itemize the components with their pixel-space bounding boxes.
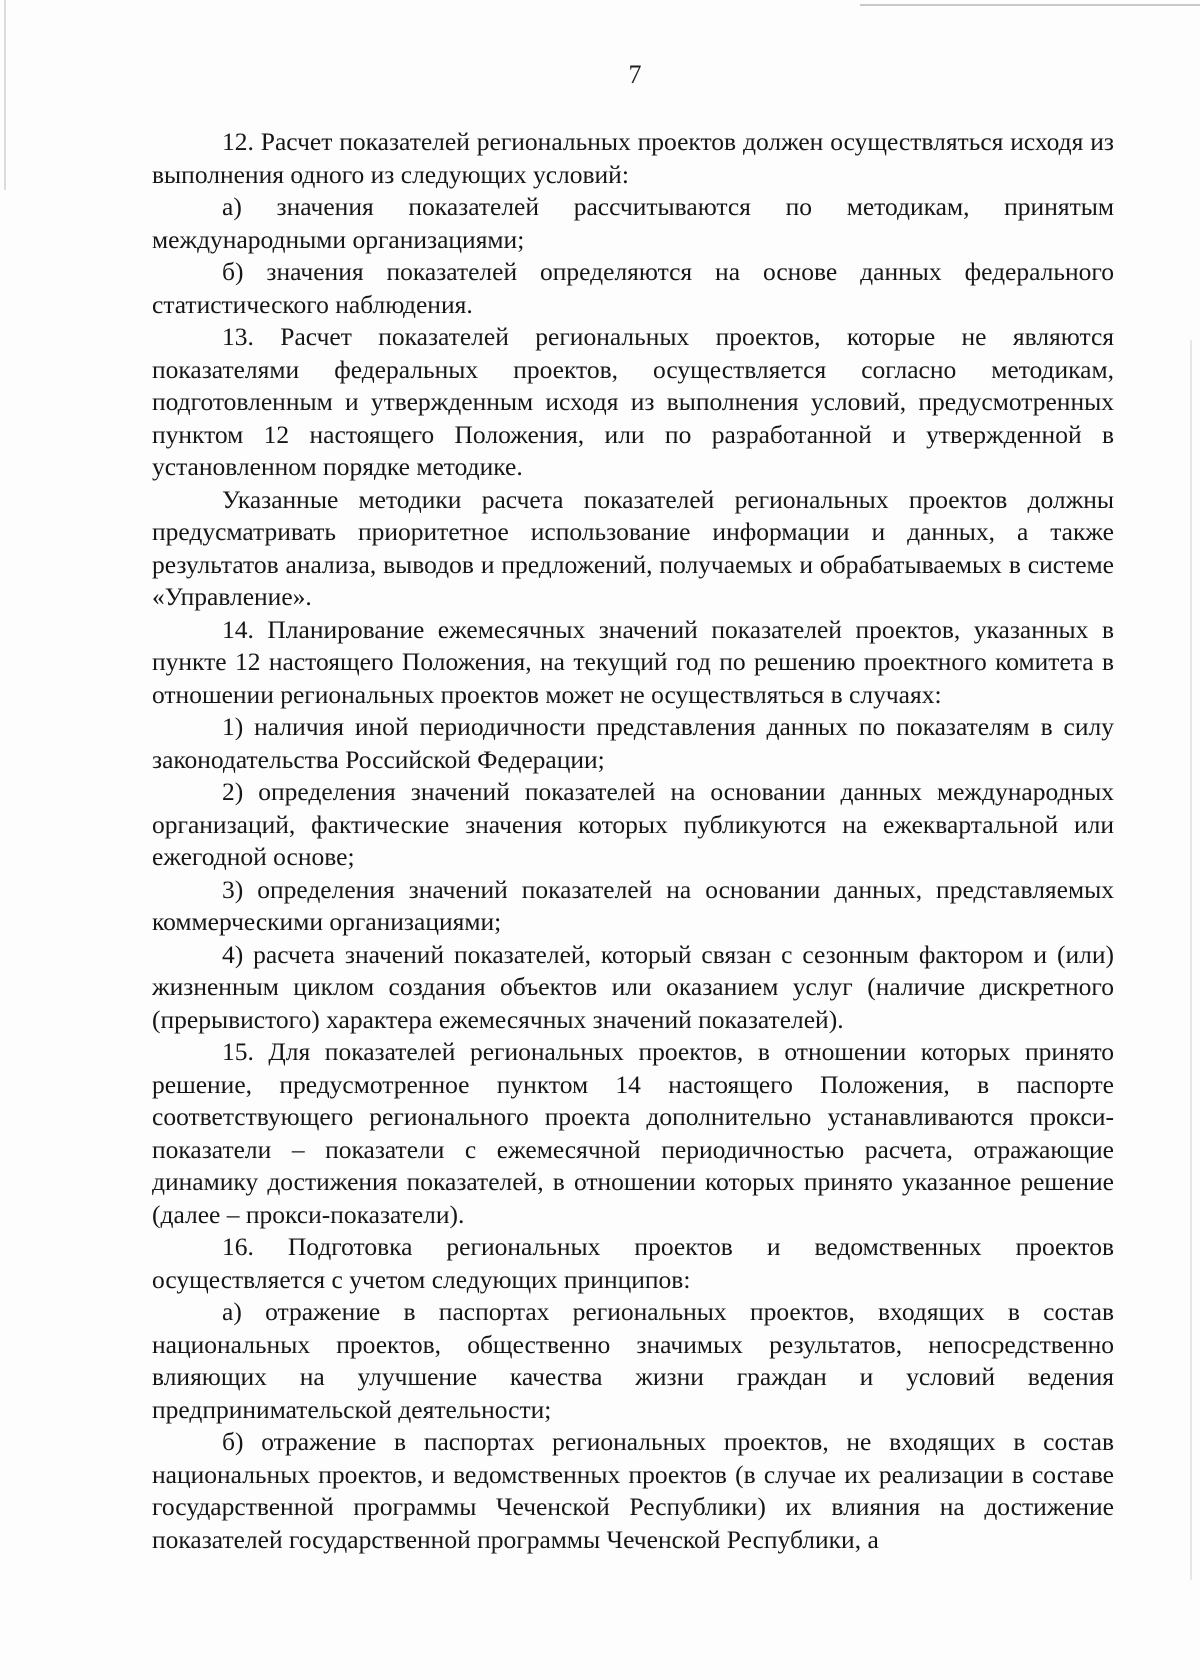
- paragraph-14-1: 1) наличия иной периодичности представления данных по показателям в силу законодательства Российской Федерации;: [152, 712, 1114, 774]
- paragraph-14-2: 2) определения значений показателей на основании данных международных организаций, фактические значения которых публикуются на ежеквартальной или ежегодной основе;: [152, 777, 1114, 871]
- paragraph-12: 12. Расчет показателей региональных проектов должен осуществляться исходя из выполнения одного из следующих условий:: [152, 127, 1114, 189]
- page-number: 7: [628, 60, 642, 89]
- scan-edge-left: [4, 0, 6, 190]
- scan-edge-top: [860, 4, 1200, 6]
- paragraph-14: 14. Планирование ежемесячных значений показателей проектов, указанных в пункте 12 настоящего Положения, на текущий год по решению проектного комитета в отношении региональных проектов может не осуществляться в случаях:: [152, 614, 1114, 709]
- scan-edge-right: [1190, 340, 1192, 1580]
- paragraph-13-methods: Указанные методики расчета показателей региональных проектов должны предусматривать приоритетное использование информации и данных, а также результатов анализа, выводов и предложений, получаемых и обрабатываемых в системе «Управление».: [152, 484, 1114, 611]
- paragraph-14-4: 4) расчета значений показателей, который связан с сезонным фактором и (или) жизненным циклом создания объектов или оказанием услуг (наличие дискретного (прерывистого) характера ежемесячных значений показателей).: [152, 939, 1114, 1034]
- paragraph-16: 16. Подготовка региональных проектов и ведомственных проектов осуществляется с учетом следующих принципов:: [152, 1232, 1114, 1294]
- paragraph-16-b: б) отражение в паспортах региональных проектов, не входящих в состав национальных проектов, и ведомственных проектов (в случае их реализации в составе государственной программы Чеченской Республики) их влияния на достижение показателей государственной программы Чеченской Республики, а: [152, 1427, 1114, 1554]
- paragraph-12-b: б) значения показателей определяются на основе данных федерального статистического наблюдения.: [152, 257, 1114, 319]
- paragraph-13: 13. Расчет показателей региональных проектов, которые не являются показателями федеральных проектов, осуществляется согласно методикам, подготовленным и утвержденным исходя из выполнения условий, предусмотренных пунктом 12 настоящего Положения, или по разработанной и утвержденной в установленном порядке методике.: [152, 322, 1114, 481]
- paragraph-15: 15. Для показателей региональных проектов, в отношении которых принято решение, предусмотренное пунктом 14 настоящего Положения, в паспорте соответствующего регионального проекта дополнительно устанавливаются прокси-показатели – показатели с ежемесячной периодичностью расчета, отражающие динамику достижения показателей, в отношении которых принято указанное решение (далее – прокси-показатели).: [152, 1037, 1114, 1229]
- document-body: [152, 126, 1114, 1556]
- paragraph-14-3: 3) определения значений показателей на основании данных, представляемых коммерческими организациями;: [152, 874, 1114, 936]
- paragraph-16-a: а) отражение в паспортах региональных проектов, входящих в состав национальных проектов, общественно значимых результатов, непосредственно влияющих на улучшение качества жизни граждан и условий ведения предпринимательской деятельности;: [152, 1297, 1114, 1424]
- paragraph-12-a: а) значения показателей рассчитываются по методикам, принятым международными организациями;: [152, 192, 1114, 254]
